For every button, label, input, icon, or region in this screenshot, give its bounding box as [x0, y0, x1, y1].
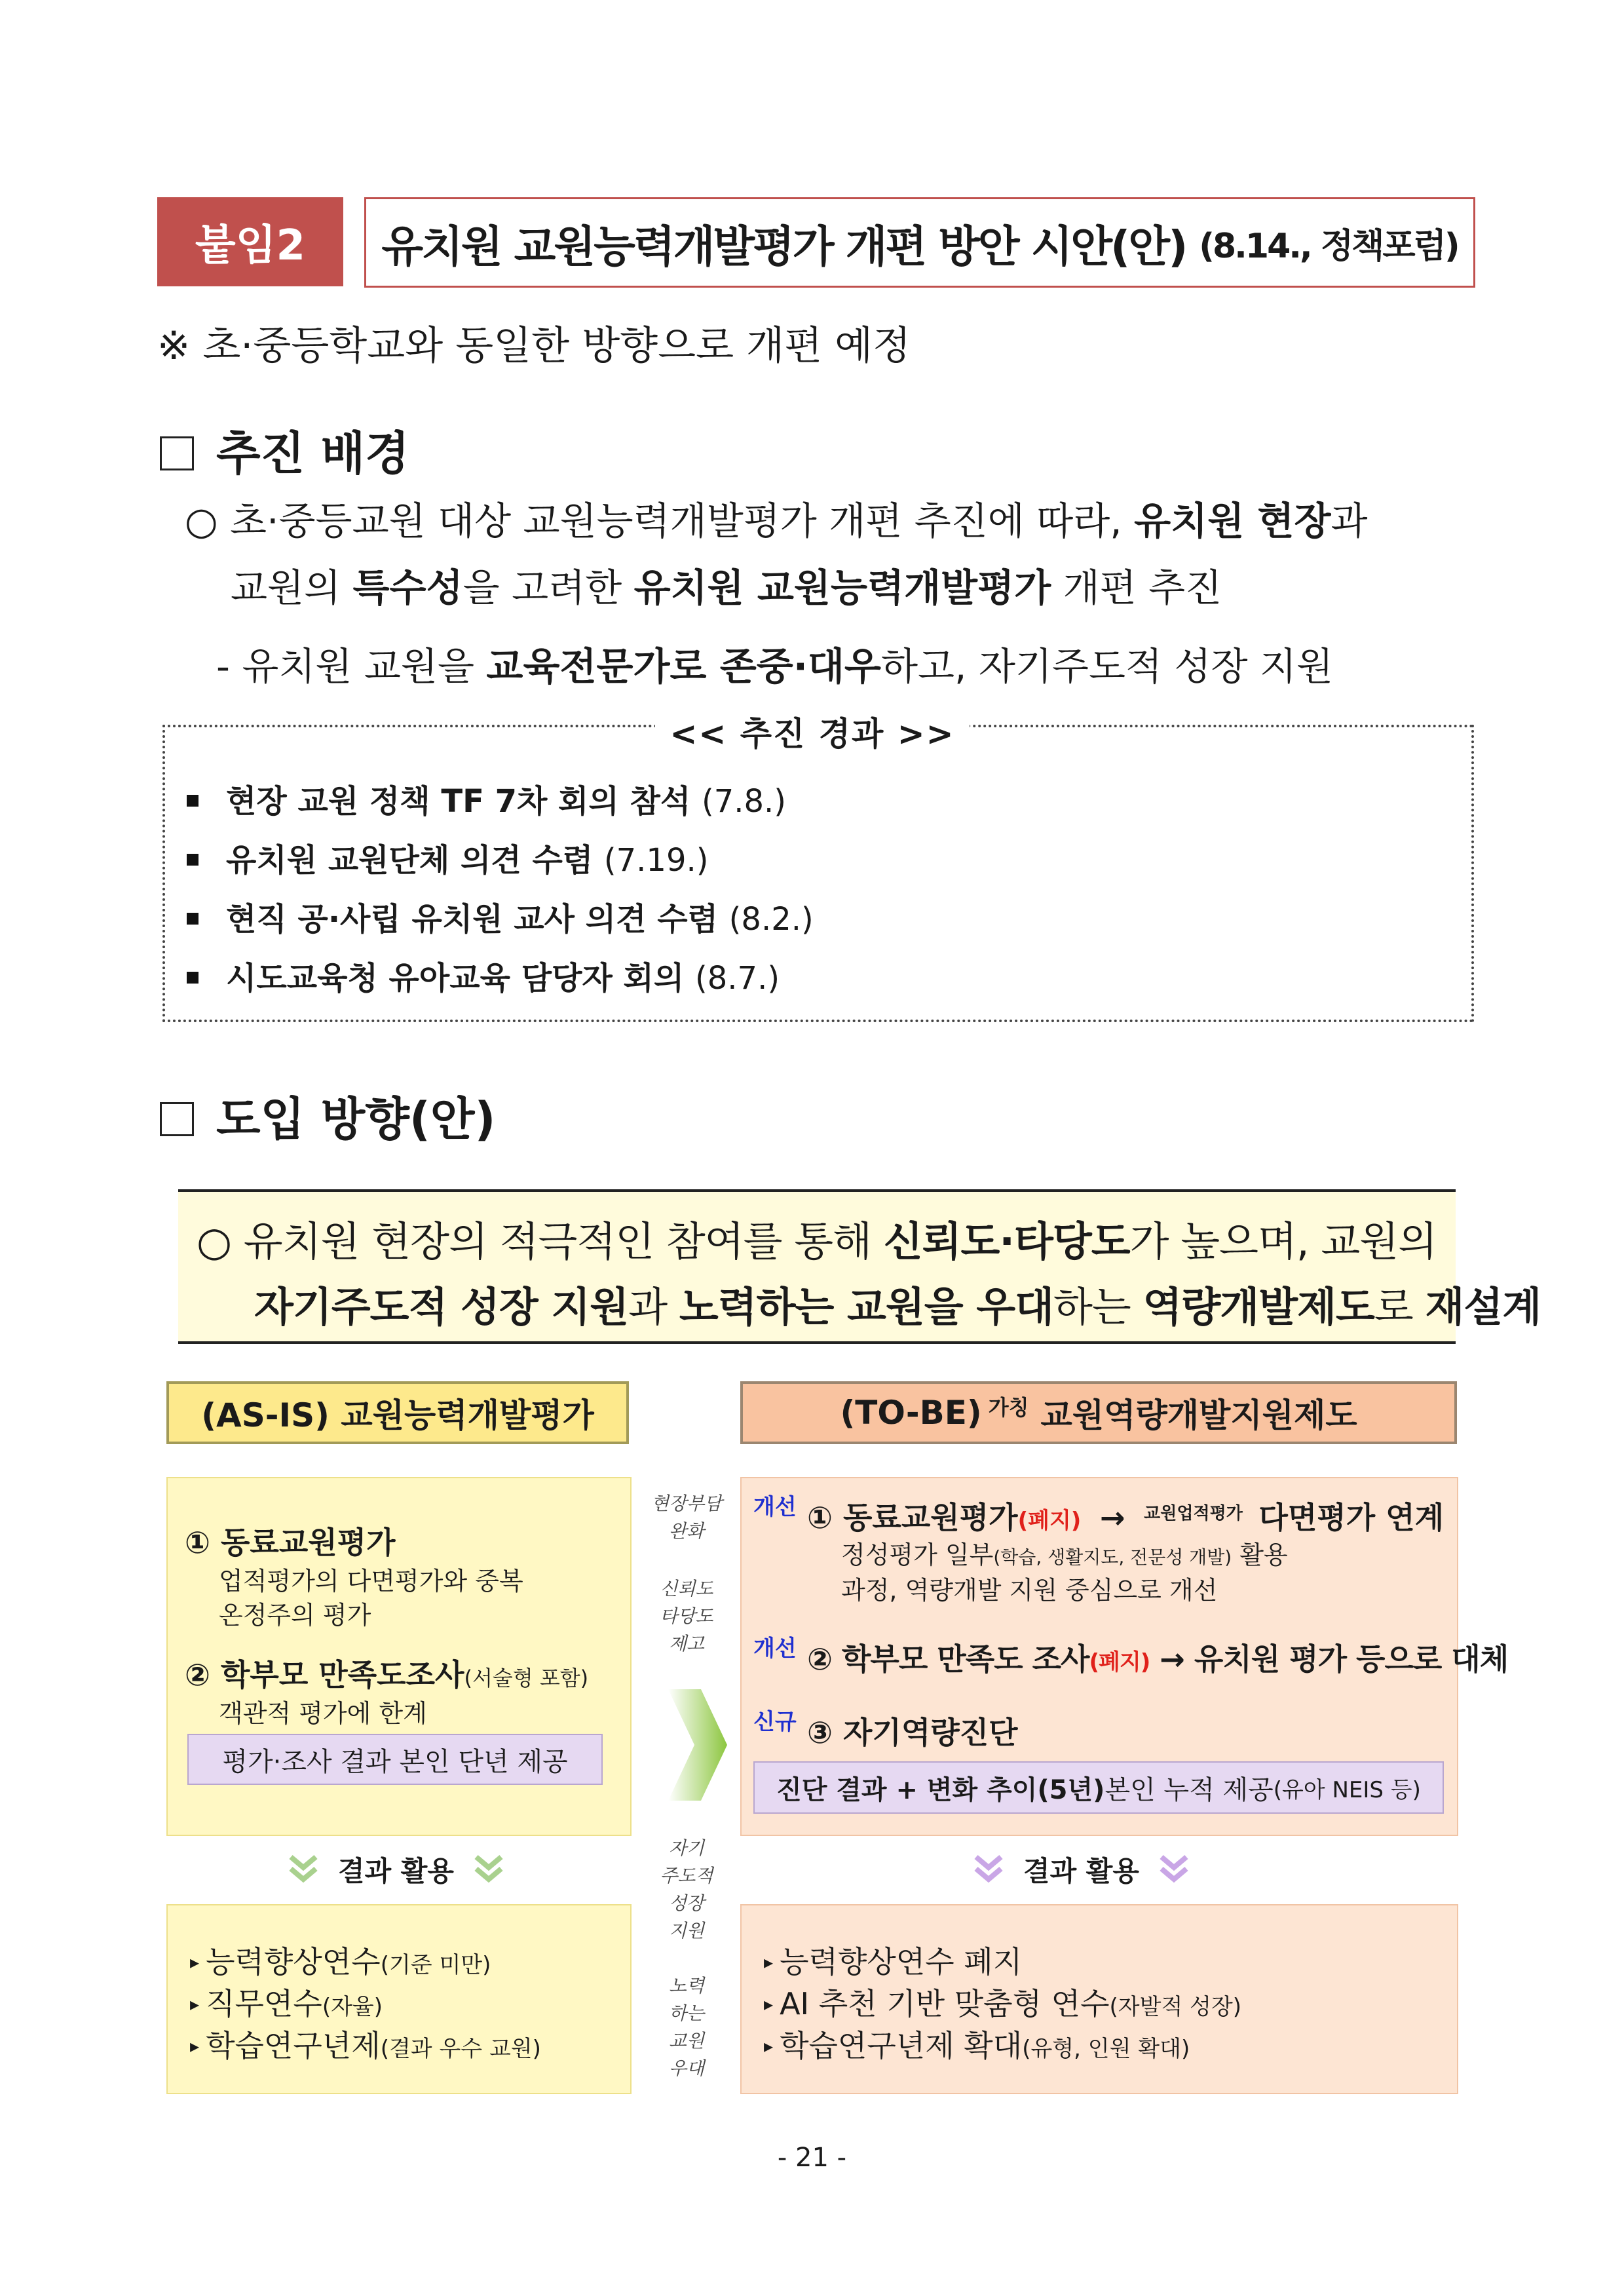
middle-text: 제고: [668, 1633, 705, 1655]
tobe-item1-desc1: [841, 1535, 1288, 1571]
abolish-tag: (폐지): [1089, 1649, 1150, 1675]
tobe-header-title: 교원역량개발지원제도: [1040, 1396, 1357, 1434]
middle-text: 우대: [668, 2057, 705, 2079]
text-segment: ○ 초·중등교원 대상 교원능력개발평가 개편 추진에 따라,: [185, 499, 1135, 543]
tobe-result-item: [764, 1980, 1241, 2023]
tobe-item1-label: 개선: [753, 1494, 797, 1520]
section-heading-text: 추진 배경: [216, 427, 409, 480]
middle-text: 노력: [668, 1975, 705, 1997]
highlight-text: 본인 누적 제공: [1105, 1774, 1274, 1805]
tobe-result-item: [764, 2022, 1190, 2065]
section-heading-direction: [160, 1082, 495, 1149]
result-sub: (기준 미만): [380, 1952, 491, 1978]
triangle-bullet-icon: ▸: [764, 1993, 774, 2015]
text-segment: - 유치원 교원을: [216, 644, 487, 689]
abolish-tag: (폐지): [1017, 1508, 1082, 1534]
triangle-bullet-icon: ▸: [190, 1951, 200, 1973]
tobe-result-label: [972, 1850, 1190, 1889]
asis-item2-desc: 객관적 평가에 한계: [219, 1699, 427, 1728]
page-number: - 21 -: [777, 2143, 847, 2173]
arrow-right-icon: [662, 1683, 734, 1807]
text-segment: 정성평가 일부: [841, 1540, 994, 1569]
asis-item2-title-text: ② 학부모 만족도조사: [185, 1657, 464, 1693]
background-dash-line: [216, 636, 1333, 691]
document-title: [364, 197, 1475, 288]
square-bullet-icon: [187, 854, 198, 866]
text-bold: 유치원 교원능력개발평가: [633, 565, 1051, 610]
tobe-item2-title: [807, 1636, 1508, 1679]
asis-result-item: [190, 2022, 541, 2065]
result-main: 능력향상연수 폐지: [780, 1944, 1023, 1980]
title-date: (8.14., 정책포럼): [1199, 226, 1458, 266]
result-label-text: 결과 활용: [338, 1855, 454, 1887]
middle-text: 신뢰도: [660, 1578, 713, 1599]
tobe-item3-label: 신규: [753, 1709, 797, 1735]
tobe-item1-title: [807, 1494, 1444, 1537]
asis-item2-title: [185, 1651, 588, 1694]
progress-item: [187, 894, 814, 939]
tobe-item1-small: 교원업적평가: [1144, 1504, 1243, 1523]
progress-item: [187, 953, 780, 998]
progress-date: (8.2.): [728, 901, 814, 938]
tobe-item1-target: 다면평가 연계: [1258, 1500, 1445, 1535]
background-bullet-line-2: [231, 557, 1222, 612]
title-main: 유치원 교원능력개발평가 개편 방안 시안(안): [381, 221, 1186, 272]
middle-text: 자기: [668, 1837, 705, 1859]
triangle-bullet-icon: ▸: [764, 1951, 774, 1973]
text-bold: 재설계: [1425, 1283, 1541, 1331]
middle-text: 주도적: [660, 1865, 713, 1886]
highlight-bold: 진단 결과 + 변화 추이(5년): [776, 1774, 1105, 1805]
result-main: 학습연구년제: [206, 2028, 381, 2063]
text-bold: 특수성: [352, 565, 463, 610]
background-bullet-line-1: [185, 490, 1368, 545]
text-segment: 과: [628, 1283, 679, 1331]
highlight-small: (유아 NEIS 등): [1273, 1776, 1421, 1803]
text-segment: 활용: [1232, 1540, 1288, 1569]
progress-text: 유치원 교원단체 의견 수렴: [226, 842, 594, 879]
tobe-header-sup: 가칭: [988, 1395, 1029, 1420]
text-bold: 신뢰도·타당도: [883, 1217, 1130, 1265]
asis-highlight-box: 평가·조사 결과 본인 단년 제공: [187, 1734, 603, 1785]
section-heading-text: 도입 방향(안): [216, 1092, 496, 1146]
middle-text: 하는: [668, 2002, 705, 2024]
middle-note-burden: [639, 1490, 734, 1545]
asis-item1-desc2: 온정주의 평가: [219, 1601, 371, 1630]
arrow-text: →: [1099, 1500, 1125, 1535]
progress-text: 시도교육청 유아교육 담당자 회의: [226, 960, 685, 997]
result-main: 직무연수: [206, 1986, 322, 2021]
asis-item1-desc1: 업적평가의 다면평가와 중복: [219, 1567, 523, 1596]
triangle-bullet-icon: ▸: [764, 2035, 774, 2057]
result-sub: (자발적 성장): [1109, 1994, 1242, 2020]
text-bold: 유치원 현장: [1134, 499, 1331, 543]
result-sub: (유형, 인원 확대): [1022, 2036, 1190, 2062]
result-sub: (자율): [322, 1994, 383, 2020]
tobe-item1-title-text: ① 동료교원평가: [807, 1500, 1018, 1535]
square-bullet-icon: [187, 913, 198, 925]
middle-text: 타당도: [660, 1605, 713, 1627]
asis-header: (AS-IS) 교원능력개발평가: [166, 1381, 629, 1444]
appendix-tag: 붙임2: [157, 197, 343, 286]
tobe-item3-title: ③ 자기역량진단: [807, 1715, 1018, 1750]
progress-item: [187, 835, 709, 880]
text-segment: 로: [1374, 1283, 1426, 1331]
text-segment: 가 높으며, 교원의: [1129, 1217, 1437, 1265]
text-segment: 교원의: [231, 565, 353, 610]
asis-result-label: [287, 1850, 505, 1889]
square-bullet-icon: [187, 972, 198, 984]
tobe-item1-desc2: 과정, 역량개발 지원 중심으로 개선: [841, 1576, 1218, 1605]
text-segment-small: (학습, 생활지도, 전문성 개발): [993, 1546, 1232, 1568]
tobe-item2-label: 개선: [753, 1636, 797, 1662]
middle-note-reward: [639, 1972, 734, 2082]
checkbox-square-icon: [160, 1102, 194, 1136]
result-label-text: 결과 활용: [1023, 1855, 1139, 1887]
text-segment: 을 고려한: [463, 565, 634, 610]
text-bold: 교육전문가로 존중·대우: [486, 644, 881, 689]
direction-line-2: [254, 1274, 1541, 1333]
progress-date: (8.7.): [695, 960, 780, 997]
tobe-result-item: [764, 1938, 1022, 1981]
asis-item2-note: (서술형 포함): [464, 1666, 589, 1691]
asis-result-item: [190, 1980, 383, 2023]
section-heading-background: [160, 417, 409, 483]
triangle-bullet-icon: ▸: [190, 1993, 200, 2015]
text-segment: 과: [1331, 499, 1368, 543]
middle-text: 교원: [668, 2030, 705, 2052]
result-sub: (결과 우수 교원): [380, 2036, 541, 2062]
progress-item: [187, 776, 786, 821]
triangle-bullet-icon: ▸: [190, 2035, 200, 2057]
progress-box-title: << 추진 경과 >>: [655, 708, 970, 755]
double-chevron-down-icon: [972, 1853, 1005, 1886]
note-line: ※ 초·중등학교와 동일한 방향으로 개편 예정: [157, 323, 911, 369]
text-segment: ○ 유치원 현장의 적극적인 참여를 통해: [197, 1217, 884, 1265]
text-segment: 하고, 자기주도적 성장 지원: [880, 644, 1333, 689]
asis-item1-title: ① 동료교원평가: [185, 1525, 396, 1560]
tobe-item2-title-text: ② 학부모 만족도 조사: [807, 1641, 1089, 1677]
asis-result-item: [190, 1938, 491, 1981]
middle-note-reliability: [639, 1575, 734, 1658]
tobe-item2-target: → 유치원 평가 등으로 대체: [1150, 1641, 1509, 1677]
progress-date: (7.8.): [701, 783, 787, 820]
progress-text: 현직 공·사립 유치원 교사 의견 수렴: [226, 901, 718, 938]
tobe-header-prefix: (TO-BE): [840, 1394, 982, 1432]
progress-text: 현장 교원 정책 TF 7차 회의 참석: [226, 783, 691, 820]
text-bold: 노력하는 교원을 우대: [679, 1283, 1054, 1331]
middle-text: 완화: [668, 1520, 705, 1542]
checkbox-square-icon: [160, 436, 194, 470]
text-bold: 역량개발제도: [1142, 1283, 1374, 1331]
result-main: 학습연구년제 확대: [780, 2028, 1023, 2063]
tobe-highlight-box: [753, 1761, 1444, 1814]
tobe-header: [740, 1381, 1457, 1444]
double-chevron-down-icon: [1158, 1853, 1190, 1886]
double-chevron-down-icon: [472, 1853, 505, 1886]
text-bold: 자기주도적 성장 지원: [254, 1283, 629, 1331]
result-main: 능력향상연수: [206, 1944, 381, 1980]
result-main: AI 추천 기반 맞춤형 연수: [780, 1986, 1110, 2021]
middle-text: 지원: [668, 1920, 705, 1942]
square-bullet-icon: [187, 795, 198, 807]
text-segment: 개편 추진: [1051, 565, 1222, 610]
middle-text: 현장부담: [651, 1493, 723, 1514]
text-segment: 하는: [1053, 1283, 1143, 1331]
middle-note-selfdirected: [639, 1835, 734, 1945]
direction-line-1: [197, 1209, 1437, 1267]
progress-date: (7.19.): [603, 842, 709, 879]
double-chevron-down-icon: [287, 1853, 320, 1886]
middle-text: 성장: [668, 1892, 705, 1914]
